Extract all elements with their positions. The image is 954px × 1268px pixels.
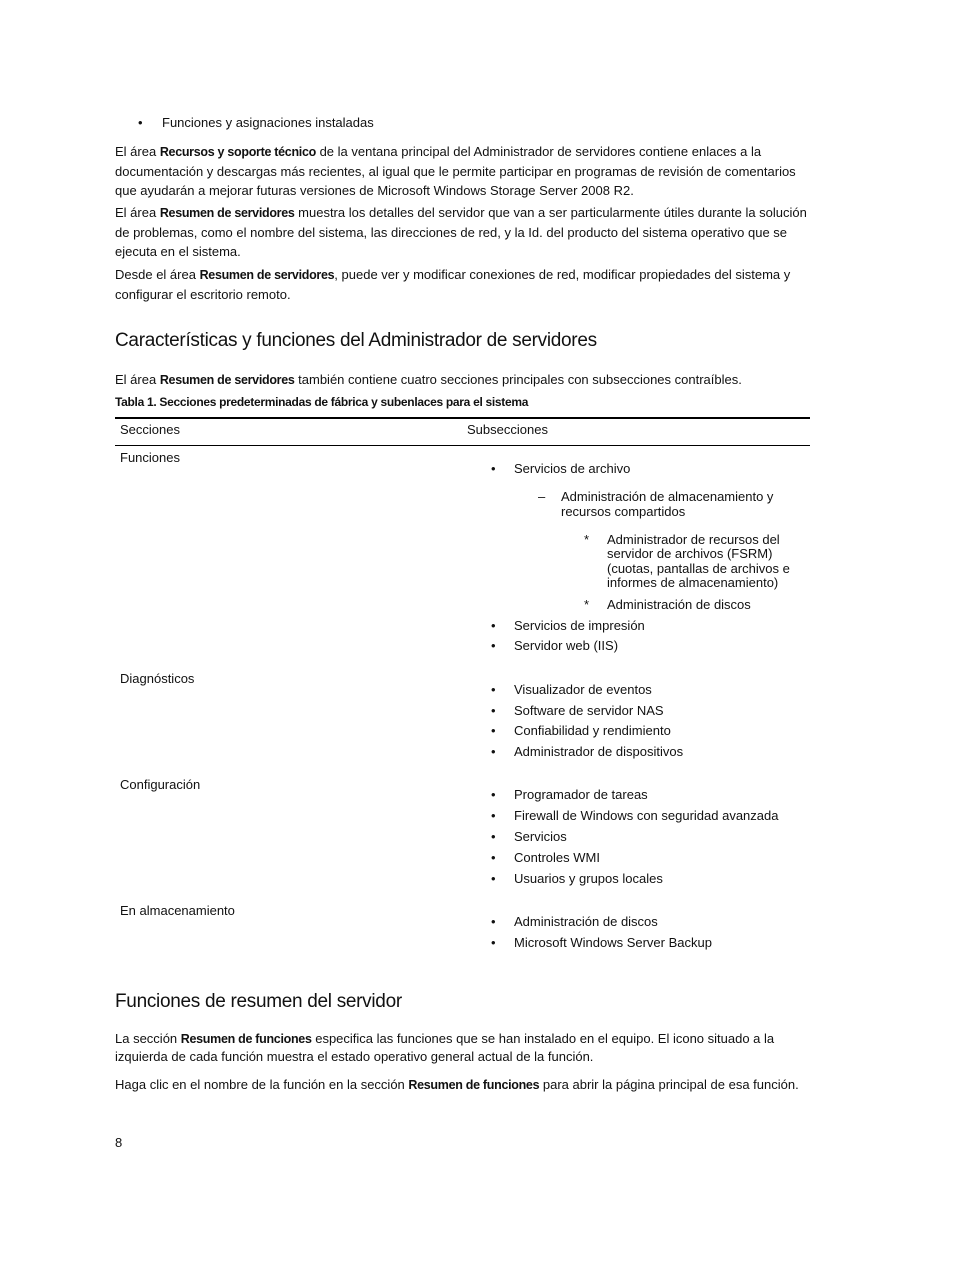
list-item [584, 532, 802, 590]
section-heading-resumen: Funciones de resumen del servidor [115, 991, 402, 1012]
paragraph-text: para abrir la página principal de esa función. [539, 1077, 799, 1092]
list-item-text: Servidor web (IIS) [514, 638, 619, 653]
term-resumen-servidores: Resumen de servidores [159, 373, 295, 387]
bullet-marker: • [138, 115, 143, 130]
term-resumen-funciones: Resumen de funciones [180, 1032, 312, 1046]
paragraph-text: El área [115, 144, 160, 159]
list-item-text: Software de servidor NAS [514, 703, 664, 718]
bullet-marker: • [491, 808, 496, 823]
list-item [491, 461, 631, 476]
list-item [491, 935, 712, 950]
list-item-text: Confiabilidad y rendimiento [514, 723, 671, 738]
paragraph-text: La sección [115, 1031, 181, 1046]
paragraph-haga-clic [115, 1075, 815, 1095]
list-item-text: Administrador de recursos del servidor de archivos (FSRM) (cuotas, pantallas de archivos e informes de almacenamiento) [607, 532, 790, 590]
list-item-text: Servicios de archivo [514, 461, 631, 476]
bullet-marker: • [491, 850, 496, 865]
table-caption: Tabla 1. Secciones predeterminadas de fábrica y subenlaces para el sistema [115, 395, 529, 409]
term-resumen-servidores: Resumen de servidores [199, 268, 335, 282]
list-item-text: Administración de almacenamiento y recursos compartidos [561, 489, 774, 519]
paragraph-text: especifica las funciones que se han instalado en el equipo. El icono situado a la izquierda de cada función muestra el estado operativo general actual de la función. [115, 1031, 775, 1064]
bullet-marker: • [491, 935, 496, 950]
list-item-text: Programador de tareas [514, 787, 648, 802]
bullet-marker: • [491, 829, 496, 844]
term-resumen-servidores: Resumen de servidores [159, 206, 295, 220]
list-item [491, 744, 684, 759]
list-item-text: Servicios de impresión [514, 618, 645, 633]
list-item [491, 850, 600, 865]
list-item [491, 703, 664, 718]
bullet-marker: • [491, 461, 496, 476]
list-item [491, 638, 619, 653]
list-item [491, 787, 648, 802]
list-item [491, 871, 663, 886]
bullet-marker: • [491, 682, 496, 697]
paragraph-text: de la ventana principal del Administrador de servidores contiene enlaces a la documentación y descargas más recientes, al igual que le permite participar en programas de revisión de comentarios que ayudarán a mejorar futuras versiones de Microsoft Windows Storage Server 2008 R2. [115, 144, 796, 198]
bullet-marker: • [491, 787, 496, 802]
star-marker: * [584, 597, 590, 612]
list-item [491, 618, 645, 633]
paragraph-text: muestra los detalles del servidor que van a ser particularmente útiles durante la solución de problemas, como el nombre del sistema, las direcciones de red, y la Id. del producto del sistema operativo que se ejecuta en el sistema. [115, 205, 807, 259]
paragraph-cuatro-secciones [115, 370, 815, 390]
bullet-marker: • [491, 914, 496, 929]
list-item [491, 723, 671, 738]
list-item-text: Microsoft Windows Server Backup [514, 935, 712, 950]
page-number: 8 [115, 1135, 123, 1150]
bullet-marker: • [491, 618, 496, 633]
paragraph-resumen-funciones [115, 1030, 815, 1066]
section-heading-caracteristicas: Características y funciones del Administrador de servidores [115, 330, 597, 351]
bullet-marker: • [491, 723, 496, 738]
list-item-text: Controles WMI [514, 850, 600, 865]
term-recursos-soporte: Recursos y soporte técnico [159, 145, 316, 159]
list-item [491, 829, 567, 844]
paragraph-recursos [115, 142, 815, 200]
paragraph-text: Desde el área [115, 267, 200, 282]
paragraph-text: también contiene cuatro secciones principales con subsecciones contraíbles. [294, 372, 742, 387]
column-header-subsecciones: Subsecciones [467, 422, 548, 437]
list-item [584, 597, 751, 612]
list-item-text: Firewall de Windows con seguridad avanzada [514, 808, 779, 823]
bullet-marker: • [491, 871, 496, 886]
intro-bullet-item [138, 113, 374, 132]
section-cell-diagnosticos: Diagnósticos [120, 671, 195, 686]
table-top-rule [115, 417, 810, 419]
list-item-text: Servicios [514, 829, 567, 844]
paragraph-desde-area [115, 265, 815, 304]
paragraph-text: El área [115, 372, 160, 387]
list-item-text: Administración de discos [607, 597, 751, 612]
intro-bullet-text: Funciones y asignaciones instaladas [162, 115, 374, 130]
paragraph-text: El área [115, 205, 160, 220]
list-item-text: Usuarios y grupos locales [514, 871, 663, 886]
section-cell-almacenamiento: En almacenamiento [120, 903, 235, 918]
bullet-marker: • [491, 703, 496, 718]
dash-marker: – [538, 489, 546, 504]
section-cell-configuracion: Configuración [120, 777, 201, 792]
list-item-text: Administrador de dispositivos [514, 744, 684, 759]
table-header-rule [115, 445, 810, 446]
star-marker: * [584, 532, 590, 547]
column-header-secciones: Secciones [120, 422, 180, 437]
list-item [491, 682, 652, 697]
paragraph-text: , puede ver y modificar conexiones de red, modificar propiedades del sistema y configurar el escritorio remoto. [115, 267, 791, 302]
paragraph-resumen-servidores [115, 203, 815, 261]
term-resumen-funciones: Resumen de funciones [408, 1078, 540, 1092]
bullet-marker: • [491, 638, 496, 653]
list-item [491, 914, 658, 929]
bullet-marker: • [491, 744, 496, 759]
list-item-text: Visualizador de eventos [514, 682, 652, 697]
section-cell-funciones: Funciones [120, 450, 180, 465]
list-item [538, 489, 786, 519]
list-item-text: Administración de discos [514, 914, 658, 929]
paragraph-text: Haga clic en el nombre de la función en la sección [115, 1077, 409, 1092]
list-item [491, 808, 779, 823]
